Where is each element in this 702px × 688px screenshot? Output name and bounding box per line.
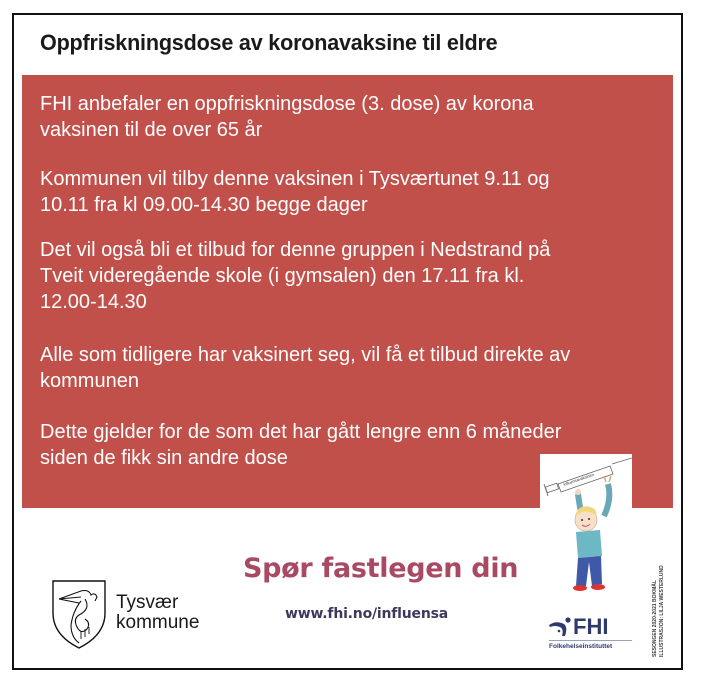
municipality-line1: Tysvær	[116, 592, 179, 613]
paragraph-line: kommunen	[40, 370, 139, 392]
paragraph-line: 12.00-14.30	[40, 291, 147, 313]
info-paragraph	[40, 342, 660, 394]
fhi-abbr: FHI	[573, 614, 609, 639]
paragraph-line: Tveit videregående skole (i gymsalen) den 17.11 fra kl.	[40, 265, 525, 287]
paragraph-line: 10.11 fra kl 09.00-14.30 begge dager	[40, 194, 368, 216]
child-holding-syringe-illustration	[540, 454, 632, 594]
paragraph-line: siden de fikk sin andre dose	[40, 447, 288, 469]
credit-line1: SESONGEN 2020-2021 BOKMÅL	[652, 580, 658, 657]
info-paragraph	[40, 237, 660, 315]
fhi-link[interactable]: www.fhi.no/influensa	[285, 606, 448, 622]
illustration-graphic	[540, 454, 632, 594]
paragraph-line: Det vil også bli et tilbud for denne gruppen i Nedstrand på	[40, 239, 551, 261]
paragraph-line: Kommunen vil tilby denne vaksinen i Tysværtunet 9.11 og	[40, 168, 550, 190]
paragraph-line: Dette gjelder for de som det har gått lengre enn 6 måneder	[40, 421, 562, 443]
municipality-line2: kommune	[116, 612, 200, 633]
municipality-name	[116, 593, 199, 633]
svg-text:influensavaksinen: influensavaksinen	[562, 471, 595, 487]
credit-line2: ILLUSTRASJON: LILJA WESTERLUND	[659, 565, 665, 657]
fhi-divider	[549, 640, 632, 641]
slogan: Spør fastlegen din	[243, 553, 519, 584]
fhi-name: Folkehelseinstituttet	[549, 643, 613, 650]
fhi-logo-icon	[548, 616, 572, 638]
paragraph-line: FHI anbefaler en oppfriskningsdose (3. dose) av korona	[40, 93, 534, 115]
paragraph-line: Alle som tidligere har vaksinert seg, vil få et tilbud direkte av	[40, 344, 571, 366]
tysvaer-coat-of-arms-icon	[51, 579, 107, 650]
poster-title: Oppfriskningsdose av koronavaksine til eldre	[40, 30, 498, 55]
paragraph-line: vaksinen til de over 65 år	[40, 119, 263, 141]
credit-text	[648, 565, 666, 660]
info-paragraph	[40, 91, 660, 143]
info-paragraph	[40, 166, 660, 218]
